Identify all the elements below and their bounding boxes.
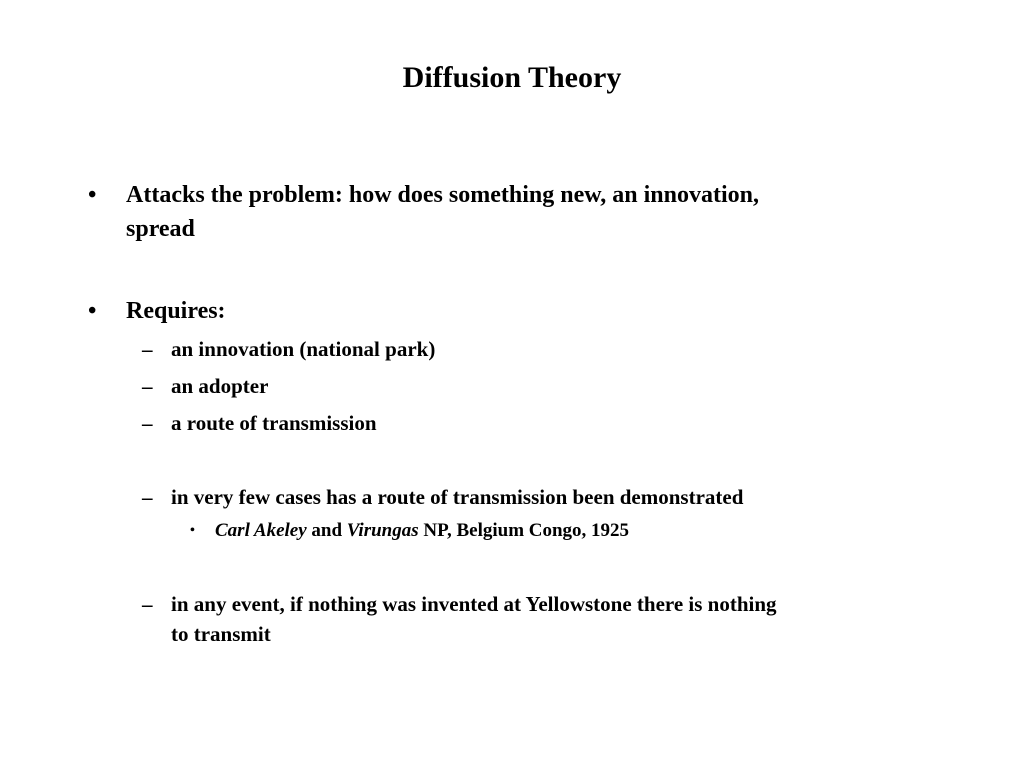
dash-marker: –	[142, 485, 153, 509]
bullet-1-line-1: Attacks the problem: how does something new, an innovation,	[126, 182, 759, 208]
sub-item-innovation: an innovation (national park)	[171, 337, 436, 361]
sub-item-adopter: an adopter	[171, 374, 269, 398]
park-details: NP, Belgium Congo, 1925	[423, 520, 630, 541]
dash-marker: –	[142, 411, 153, 435]
sub-item-few-cases: in very few cases has a route of transmission been demonstrated	[171, 485, 744, 509]
dash-marker: –	[142, 592, 153, 616]
sub-item-route: a route of transmission	[171, 411, 377, 435]
bullet-marker: •	[88, 298, 97, 324]
dash-marker: –	[142, 374, 153, 398]
person-name: Carl Akeley	[215, 520, 307, 541]
slide-title: Diffusion Theory	[402, 61, 622, 94]
bullet-2-label: Requires:	[126, 298, 226, 324]
bullet-1-line-2: spread	[126, 216, 195, 242]
sub-item-any-event-line-1: in any event, if nothing was invented at Yellowstone there is nothing	[171, 592, 777, 616]
sub-item-any-event-line-2: to transmit	[171, 622, 271, 646]
small-bullet-marker: •	[190, 523, 195, 538]
bullet-marker: •	[88, 182, 97, 208]
park-name: Virungas	[346, 520, 419, 541]
dash-marker: –	[142, 337, 153, 361]
sub-sub-item-akeley	[215, 518, 629, 544]
conjunction: and	[311, 520, 343, 541]
